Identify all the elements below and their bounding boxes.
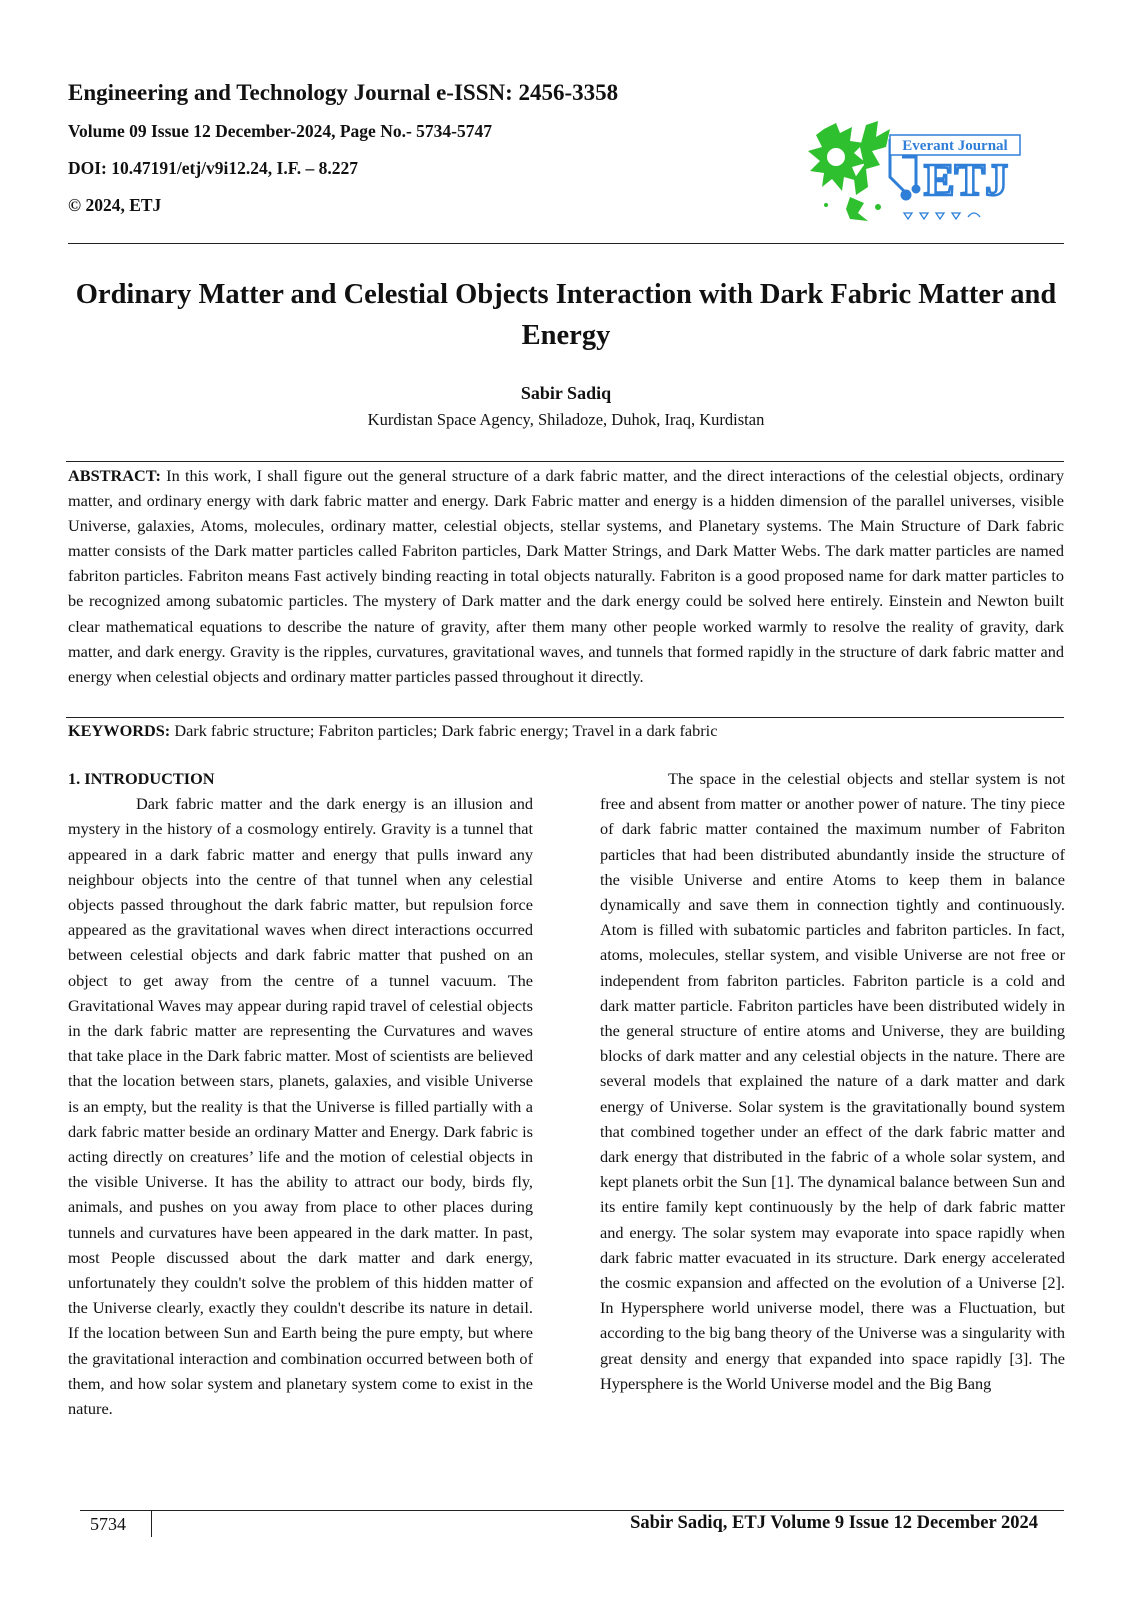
abstract-rule-top — [66, 461, 1064, 462]
doi-line: DOI: 10.47191/etj/v9i12.24, I.F. – 8.227 — [68, 158, 359, 178]
volume-line: Volume 09 Issue 12 December-2024, Page No.- 5734-5747 — [68, 121, 492, 141]
journal-name: Engineering and Technology Journal e-ISSN: 2456-3358 — [68, 80, 619, 105]
etj-logo-subtitle: Everant Journal — [902, 138, 1008, 154]
abstract — [68, 463, 1064, 689]
journal-header — [68, 78, 708, 216]
etj-logo-emblem — [808, 121, 890, 221]
etj-logo-letters: ETJ — [923, 154, 1009, 205]
keywords-label: KEYWORDS: — [68, 721, 171, 740]
body-paragraph: The space in the celestial objects and stellar system is not free and absent from matter or another power of nature. The tiny piece of dark fabric matter contained the maximum number of Fabriton particles that had been distributed abundantly inside the structure of the visible Universe and entire Atoms to keep them in balance dynamically and save them in connection tightly and continuously. Atom is filled with subatomic particles and fabriton particles. In fact, atoms, molecules, stellar system, and visible Universe are not free or independent from fabriton particles. Fabriton particle is a cold and dark matter particle. Fabriton particles have been distributed widely in the general structure of entire atoms and Universe, they are building blocks of dark matter and any celestial objects in the nature. There are several models that explained the nature of a dark matter and dark energy of Universe. Solar system is the gravitationally bound system that combined together under an effect of the dark fabric matter and dark energy that distributed in the fabric of a whole solar system, and kept planets orbit the Sun [1]. The dynamical balance between Sun and its entire family kept continuously by the help of dark fabric matter and energy. The solar system may evaporate into space rapidly when dark fabric matter evacuated in its structure. Dark energy accelerated the cosmic expansion and affected on the evolution of a Universe [2]. In Hypersphere world universe model, there was a Fluctuation, but according to the big bang theory of the Universe was a singularity with great density and energy that expanded into space rapidly [3]. The Hypersphere is the World Universe model and the Big Bang — [600, 769, 1065, 1393]
abstract-text: In this work, I shall figure out the general structure of a dark fabric matter, and the direct interactions of the celestial objects, ordinary matter, and ordinary energy with dark fabric matter and energy. Dark Fabric matter and energy is a hidden dimension of the parallel universes, visible Universe, galaxies, Atoms, molecules, ordinary matter, celestial objects, stellar systems, and Planetary systems. The Main Structure of Dark fabric matter consists of the Dark matter particles called Fabriton particles, Dark Matter Strings, and Dark Matter Webs. The dark matter particles are named fabriton particles. Fabriton means Fast actively binding reacting in total objects naturally. Fabriton is a good proposed name for dark matter particles to be recognized among subatomic particles. The mystery of Dark matter and the dark energy could be solved here entirely. Einstein and Newton built clear mathematical equations to describe the nature of gravity, after them many other people worked warmly to resolve the reality of gravity, dark matter, and dark energy. Gravity is the ripples, curvatures, gravitational waves, and tunnels that formed rapidly in the structure of dark fabric matter and energy when celestial objects and ordinary matter particles passed throughout it directly. — [68, 466, 1064, 686]
running-footer: Sabir Sadiq, ETJ Volume 9 Issue 12 December 2024 — [630, 1513, 1038, 1533]
keywords — [68, 719, 1064, 743]
page-number: 5734 — [90, 1514, 126, 1534]
author-name: Sabir Sadiq — [520, 383, 612, 403]
abstract-rule-bottom — [66, 717, 1064, 718]
copyright-line: © 2024, ETJ — [68, 195, 162, 215]
abstract-label: ABSTRACT: — [68, 466, 161, 485]
keywords-text: Dark fabric structure; Fabriton particles; Dark fabric energy; Travel in a dark fabric — [174, 721, 718, 740]
header-rule — [68, 243, 1064, 244]
body-column-right — [600, 766, 1065, 1396]
etj-logo-ornament — [904, 213, 980, 219]
author-affiliation: Kurdistan Space Agency, Shiladoze, Duhok, Iraq, Kurdistan — [367, 410, 765, 429]
etj-logo — [806, 117, 1026, 227]
body-column-left — [68, 766, 533, 1421]
paper-title: Ordinary Matter and Celestial Objects Interaction with Dark Fabric Matter and Energy — [75, 279, 1057, 351]
footer-divider — [151, 1511, 152, 1537]
body-paragraph: Dark fabric matter and the dark energy is an illusion and mystery in the history of a cosmology entirely. Gravity is a tunnel that appeared in a dark fabric matter and energy that pulls inward any neighbour objects into the centre of that tunnel when any celestial objects passed throughout the dark fabric matter, but repulsion force appeared as the gravitational waves when direct interactions occurred between celestial objects and dark fabric matter that pushed on an object to get away from the centre of a tunnel vacuum. The Gravitational Waves may appear during rapid travel of celestial objects in the dark fabric matter are representing the Curvatures and waves that take place in the Dark fabric matter. Most of scientists are believed that the location between stars, planets, galaxies, and visible Universe is an empty, but the reality is that the Universe is filled partially with a dark fabric matter beside an ordinary Matter and Energy. Dark fabric is acting directly on creatures’ life and the motion of celestial objects in the visible Universe. It has the ability to attract our body, birds fly, animals, and pushes on you away from place to other places during tunnels and curvatures have been appeared in the dark matter. In past, most People discussed about the dark matter and dark energy, unfortunately they couldn't solve the problem of this hidden matter of the Universe clearly, exactly they couldn't describe its nature in detail. If the location between Sun and Earth being the pure empty, but where the gravitational interaction and combination occurred between both of them, and how solar system and planetary system come to exist in the nature. — [68, 794, 533, 1419]
section-heading: 1. INTRODUCTION — [68, 769, 215, 788]
